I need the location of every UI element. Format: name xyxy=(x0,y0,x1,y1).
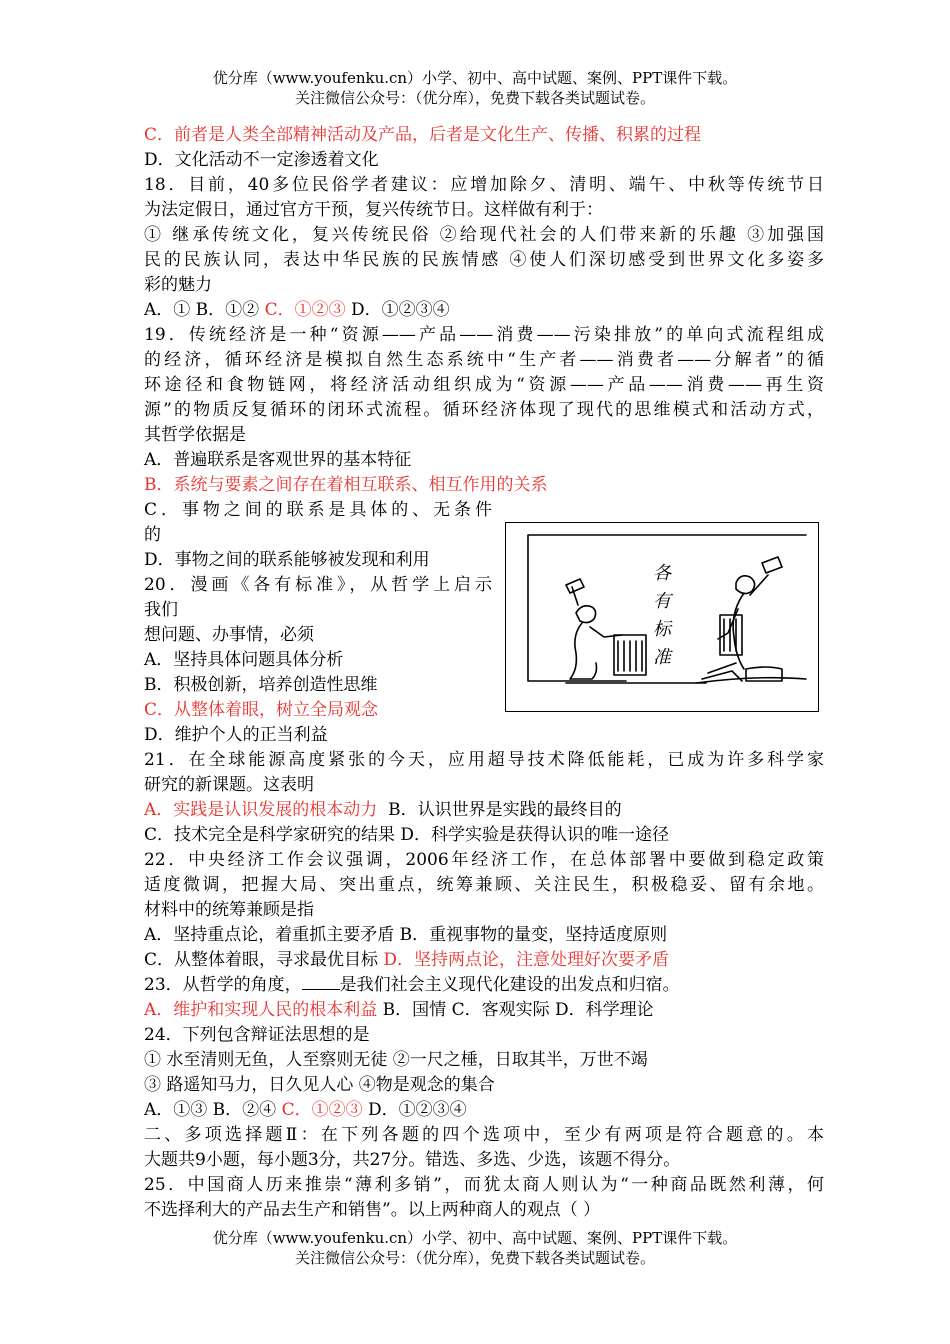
q22-options-ab: A．坚持重点论，着重抓主要矛盾 B．重视事物的量变，坚持适度原则 xyxy=(144,925,668,945)
q19-option-b: B．系统与要素之间存在着相互联系、相互作用的关系 xyxy=(144,475,548,495)
q22-option-c: C．从整体着眼，寻求最优目标 xyxy=(144,950,384,970)
q20-stem-line: 想问题、办事情，必须 xyxy=(144,625,314,645)
q19-option-c: C．事物之间的联系是具体的、无条件 xyxy=(144,500,492,520)
q23-stem-suffix: 是我们社会主义现代化建设的出发点和归宿。 xyxy=(339,975,680,995)
cartoon-caption xyxy=(647,560,677,672)
cartoon-caption-char: 各 xyxy=(653,563,671,584)
q19-option-d: D．事物之间的联系能够被发现和利用 xyxy=(144,550,430,570)
q25-stem-line: 不选择利大的产品去生产和销售”。以上两种商人的观点（ ） xyxy=(144,1200,601,1220)
q23-options xyxy=(144,998,824,1023)
q19-stem-line: 19．传统经济是一种“资源——产品——消费——污染排放”的单向式流程组成 xyxy=(144,325,824,345)
q21-stem-line: 21．在全球能源高度紧张的今天，应用超导技术降低能耗，已成为许多科学家 xyxy=(144,750,824,770)
q18-options xyxy=(144,298,824,323)
q17-option-c: C．前者是人类全部精神活动及产品，后者是文化生产、传播、积累的过程 xyxy=(144,125,702,145)
q21-option-b: B．认识世界是实践的最终目的 xyxy=(377,800,622,820)
q24-option-c: C．①②③ xyxy=(281,1100,363,1120)
q19-option-a: A．普遍联系是客观世界的基本特征 xyxy=(144,450,412,470)
section2-instruction-line: 大题共9小题，每小题3分，共27分。错选、多选、少选，该题不得分。 xyxy=(144,1150,681,1170)
footer-line-1: 优分库（www.youfenku.cn）小学、初中、高中试题、案例、PPT课件下载。 xyxy=(212,1229,738,1247)
cartoon-caption-char: 有 xyxy=(653,591,671,612)
q23-fill-blank xyxy=(302,975,340,990)
q18-stem-line: ① 继承传统文化，复兴传统民俗 ②给现代社会的人们带来新的乐趣 ③加强国 xyxy=(144,225,824,245)
q24-statement-line: ③ 路遥知马力，日久见人心 ④物是观念的集合 xyxy=(144,1075,495,1095)
q23-stem xyxy=(144,973,824,998)
q23-stem-prefix: 23．从哲学的角度， xyxy=(144,975,302,995)
page-header xyxy=(0,68,950,108)
q20-stem-line: 20．漫画《各有标准》，从哲学上启示 xyxy=(144,575,492,595)
q18-stem-line: 为法定假日，通过官方干预，复兴传统节日。这样做有利于： xyxy=(144,200,603,220)
q20-option-b: B．积极创新，培养创造性思维 xyxy=(144,675,378,695)
q22-stem-line: 材料中的统筹兼顾是指 xyxy=(144,900,314,920)
q17-option-d: D．文化活动不一定渗透着文化 xyxy=(144,150,379,170)
q22-option-d: D．坚持两点论，注意处理好次要矛盾 xyxy=(383,950,670,970)
page-footer xyxy=(0,1228,950,1268)
q19-stem-line: 其哲学依据是 xyxy=(144,425,246,445)
q24-option-d: D．①②③④ xyxy=(362,1100,467,1120)
q21-option-a: A．实践是认识发展的根本动力 xyxy=(144,800,378,820)
q19-option-c-cont: 的 xyxy=(144,525,161,545)
footer-line-2: 关注微信公众号：（优分库），免费下载各类试题试卷。 xyxy=(294,1249,655,1267)
header-line-2: 关注微信公众号：（优分库），免费下载各类试题试卷。 xyxy=(294,89,655,107)
q19-stem-line: 的经济，循环经济是模拟自然生态系统中“生产者——消费者——分解者”的循 xyxy=(144,350,824,370)
q18-stem-line: 彩的魅力 xyxy=(144,275,212,295)
q18-option-c: C．①②③ xyxy=(264,300,346,320)
q21-stem-line: 研究的新课题。这表明 xyxy=(144,775,314,795)
header-line-1: 优分库（www.youfenku.cn）小学、初中、高中试题、案例、PPT课件下载。 xyxy=(212,69,738,87)
section2-instruction-line: 二、多项选择题Ⅱ：在下列各题的四个选项中，至少有两项是符合题意的。本 xyxy=(144,1125,824,1145)
q18-stem-line: 18．目前，40多位民俗学者建议：应增加除夕、清明、端午、中秋等传统节日 xyxy=(144,175,824,195)
cartoon-caption-char: 准 xyxy=(653,647,671,668)
q21-options-cd: C．技术完全是科学家研究的结果 D．科学实验是获得认识的唯一途径 xyxy=(144,825,670,845)
q19-stem-line: 环途径和食物链网，将经济活动组织成为“资源——产品——消费——再生资 xyxy=(144,375,824,395)
q24-stem-line: 24．下列包含辩证法思想的是 xyxy=(144,1025,370,1045)
cartoon-caption-char: 标 xyxy=(653,619,671,640)
q18-options-ab: A．① B．①② xyxy=(144,300,265,320)
q20-stem-line: 我们 xyxy=(144,600,178,620)
q18-option-d: D．①②③④ xyxy=(345,300,450,320)
q23-option-a: A．维护和实现人民的根本利益 xyxy=(144,1000,378,1020)
q25-stem-line: 25．中国商人历来推崇“薄利多销”，而犹太商人则认为“一种商品既然利薄，何 xyxy=(144,1175,824,1195)
q23-options-bcd: B．国情 C．客观实际 D．科学理论 xyxy=(377,1000,654,1020)
q18-stem-line: 民的民族认同，表达中华民族的民族情感 ④使人们深切感受到世界文化多姿多 xyxy=(144,250,824,270)
q21-options-ab xyxy=(144,798,824,823)
q24-statement-line: ① 水至清则无鱼，人至察则无徒 ②一尺之棰，日取其半，万世不竭 xyxy=(144,1050,648,1070)
q20-option-a: A．坚持具体问题具体分析 xyxy=(144,650,344,670)
q22-options-cd xyxy=(144,948,824,973)
q22-stem-line: 22．中央经济工作会议强调，2006年经济工作，在总体部署中要做到稳定政策 xyxy=(144,850,824,870)
q24-options-ab: A．①③ B．②④ xyxy=(144,1100,282,1120)
q22-stem-line: 适度微调，把握大局、突出重点，统筹兼顾、关注民生，积极稳妥、留有余地。 xyxy=(144,875,824,895)
q20-option-d: D．维护个人的正当利益 xyxy=(144,725,328,745)
q24-options xyxy=(144,1098,824,1123)
q20-option-c: C．从整体着眼，树立全局观念 xyxy=(144,700,379,720)
q19-stem-line: 源”的物质反复循环的闭环式流程。循环经济体现了现代的思维模式和活动方式， xyxy=(144,400,824,420)
